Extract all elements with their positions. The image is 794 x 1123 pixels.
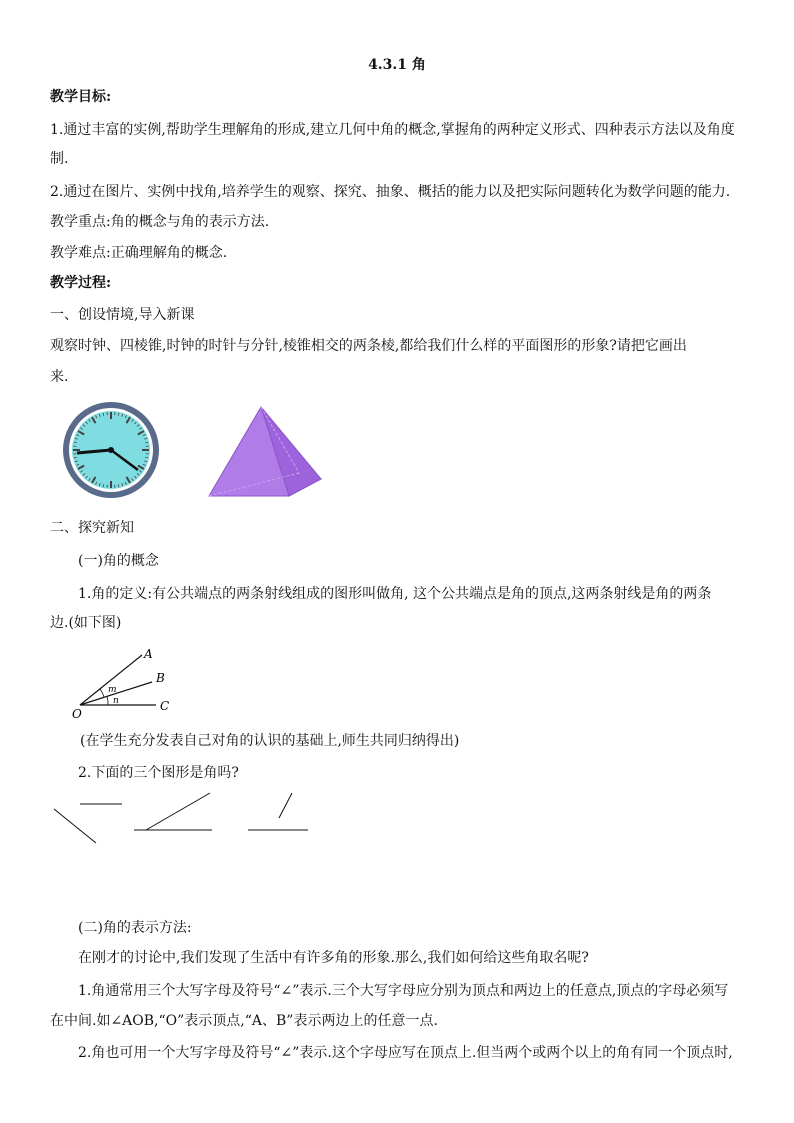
segment-diagonal: [54, 809, 96, 843]
process-heading: 教学过程:: [50, 275, 112, 291]
segment-short-slanted: [279, 793, 292, 818]
teaching-note: (在学生充分发表自己对角的认识的基础上,师生共同归纳得出): [80, 733, 460, 749]
angle-figure: [72, 644, 182, 724]
label-A: A: [144, 647, 153, 661]
figure-1-separate-segments: [50, 798, 130, 848]
subsection-1-heading: (一)角的概念: [78, 553, 159, 569]
representation-2-line-1: 2.角也可用一个大写字母及符号“∠”表示.这个字母应写在顶点上.但当两个或两个以上的角有同一个顶点时,: [78, 1045, 733, 1061]
objectives-heading: 教学目标:: [50, 89, 112, 105]
label-B: B: [156, 671, 165, 685]
arc-m: [100, 689, 104, 697]
figure-3-non-touching: [246, 788, 312, 833]
definition-line-2: 边.(如下图): [50, 615, 122, 631]
figure-2-angle: [130, 790, 220, 835]
section-2-heading: 二、探究新知: [50, 520, 134, 536]
document-title: 4.3.1 角: [368, 57, 426, 73]
segment-slanted: [146, 793, 210, 830]
label-m: m: [108, 685, 117, 695]
clock-illustration: [58, 400, 166, 500]
label-O: O: [72, 707, 82, 721]
arc-n: [107, 696, 108, 705]
label-C: C: [160, 699, 170, 713]
subsection-2-heading: (二)角的表示方法:: [78, 920, 192, 936]
pyramid-illustration: [205, 405, 325, 501]
objective-1-line-2: 制.: [50, 151, 69, 167]
label-n: n: [113, 696, 119, 706]
objective-2: 2.通过在图片、实例中找角,培养学生的观察、探究、抽象、概括的能力以及把实际问题转化为数学问题的能力.: [50, 184, 731, 200]
clock-center-pin: [108, 447, 114, 453]
representation-1-line-1: 1.角通常用三个大写字母及符号“∠”表示.三个大写字母应分别为顶点和两边上的任意点,顶点的字母必须写: [78, 983, 729, 999]
objective-1-line-1: 1.通过丰富的实例,帮助学生理解角的形成,建立几何中角的概念,掌握角的两种定义形式、四种表示方法以及角度: [50, 122, 735, 138]
section-1-text-line-1: 观察时钟、四棱锥,时钟的时针与分针,棱锥相交的两条棱,都给我们什么样的平面图形的形象?请把它画出: [50, 338, 687, 354]
key-point: 教学重点:角的概念与角的表示方法.: [50, 214, 270, 230]
ray-OA: [80, 655, 142, 705]
difficulty: 教学难点:正确理解角的概念.: [50, 245, 228, 261]
section-1-text-line-2: 来.: [50, 369, 69, 385]
section-1-heading: 一、创设情境,导入新课: [50, 307, 195, 323]
representation-intro: 在刚才的讨论中,我们发现了生活中有许多角的形象.那么,我们如何给这些角取名呢?: [78, 950, 589, 966]
question-line: 2.下面的三个图形是角吗?: [78, 765, 239, 781]
representation-1-line-2: 在中间.如∠AOB,“O”表示顶点,“A、B”表示两边上的任意一点.: [50, 1013, 438, 1029]
definition-line-1: 1.角的定义:有公共端点的两条射线组成的图形叫做角, 这个公共端点是角的顶点,这两条射线是角的两条: [78, 586, 712, 602]
